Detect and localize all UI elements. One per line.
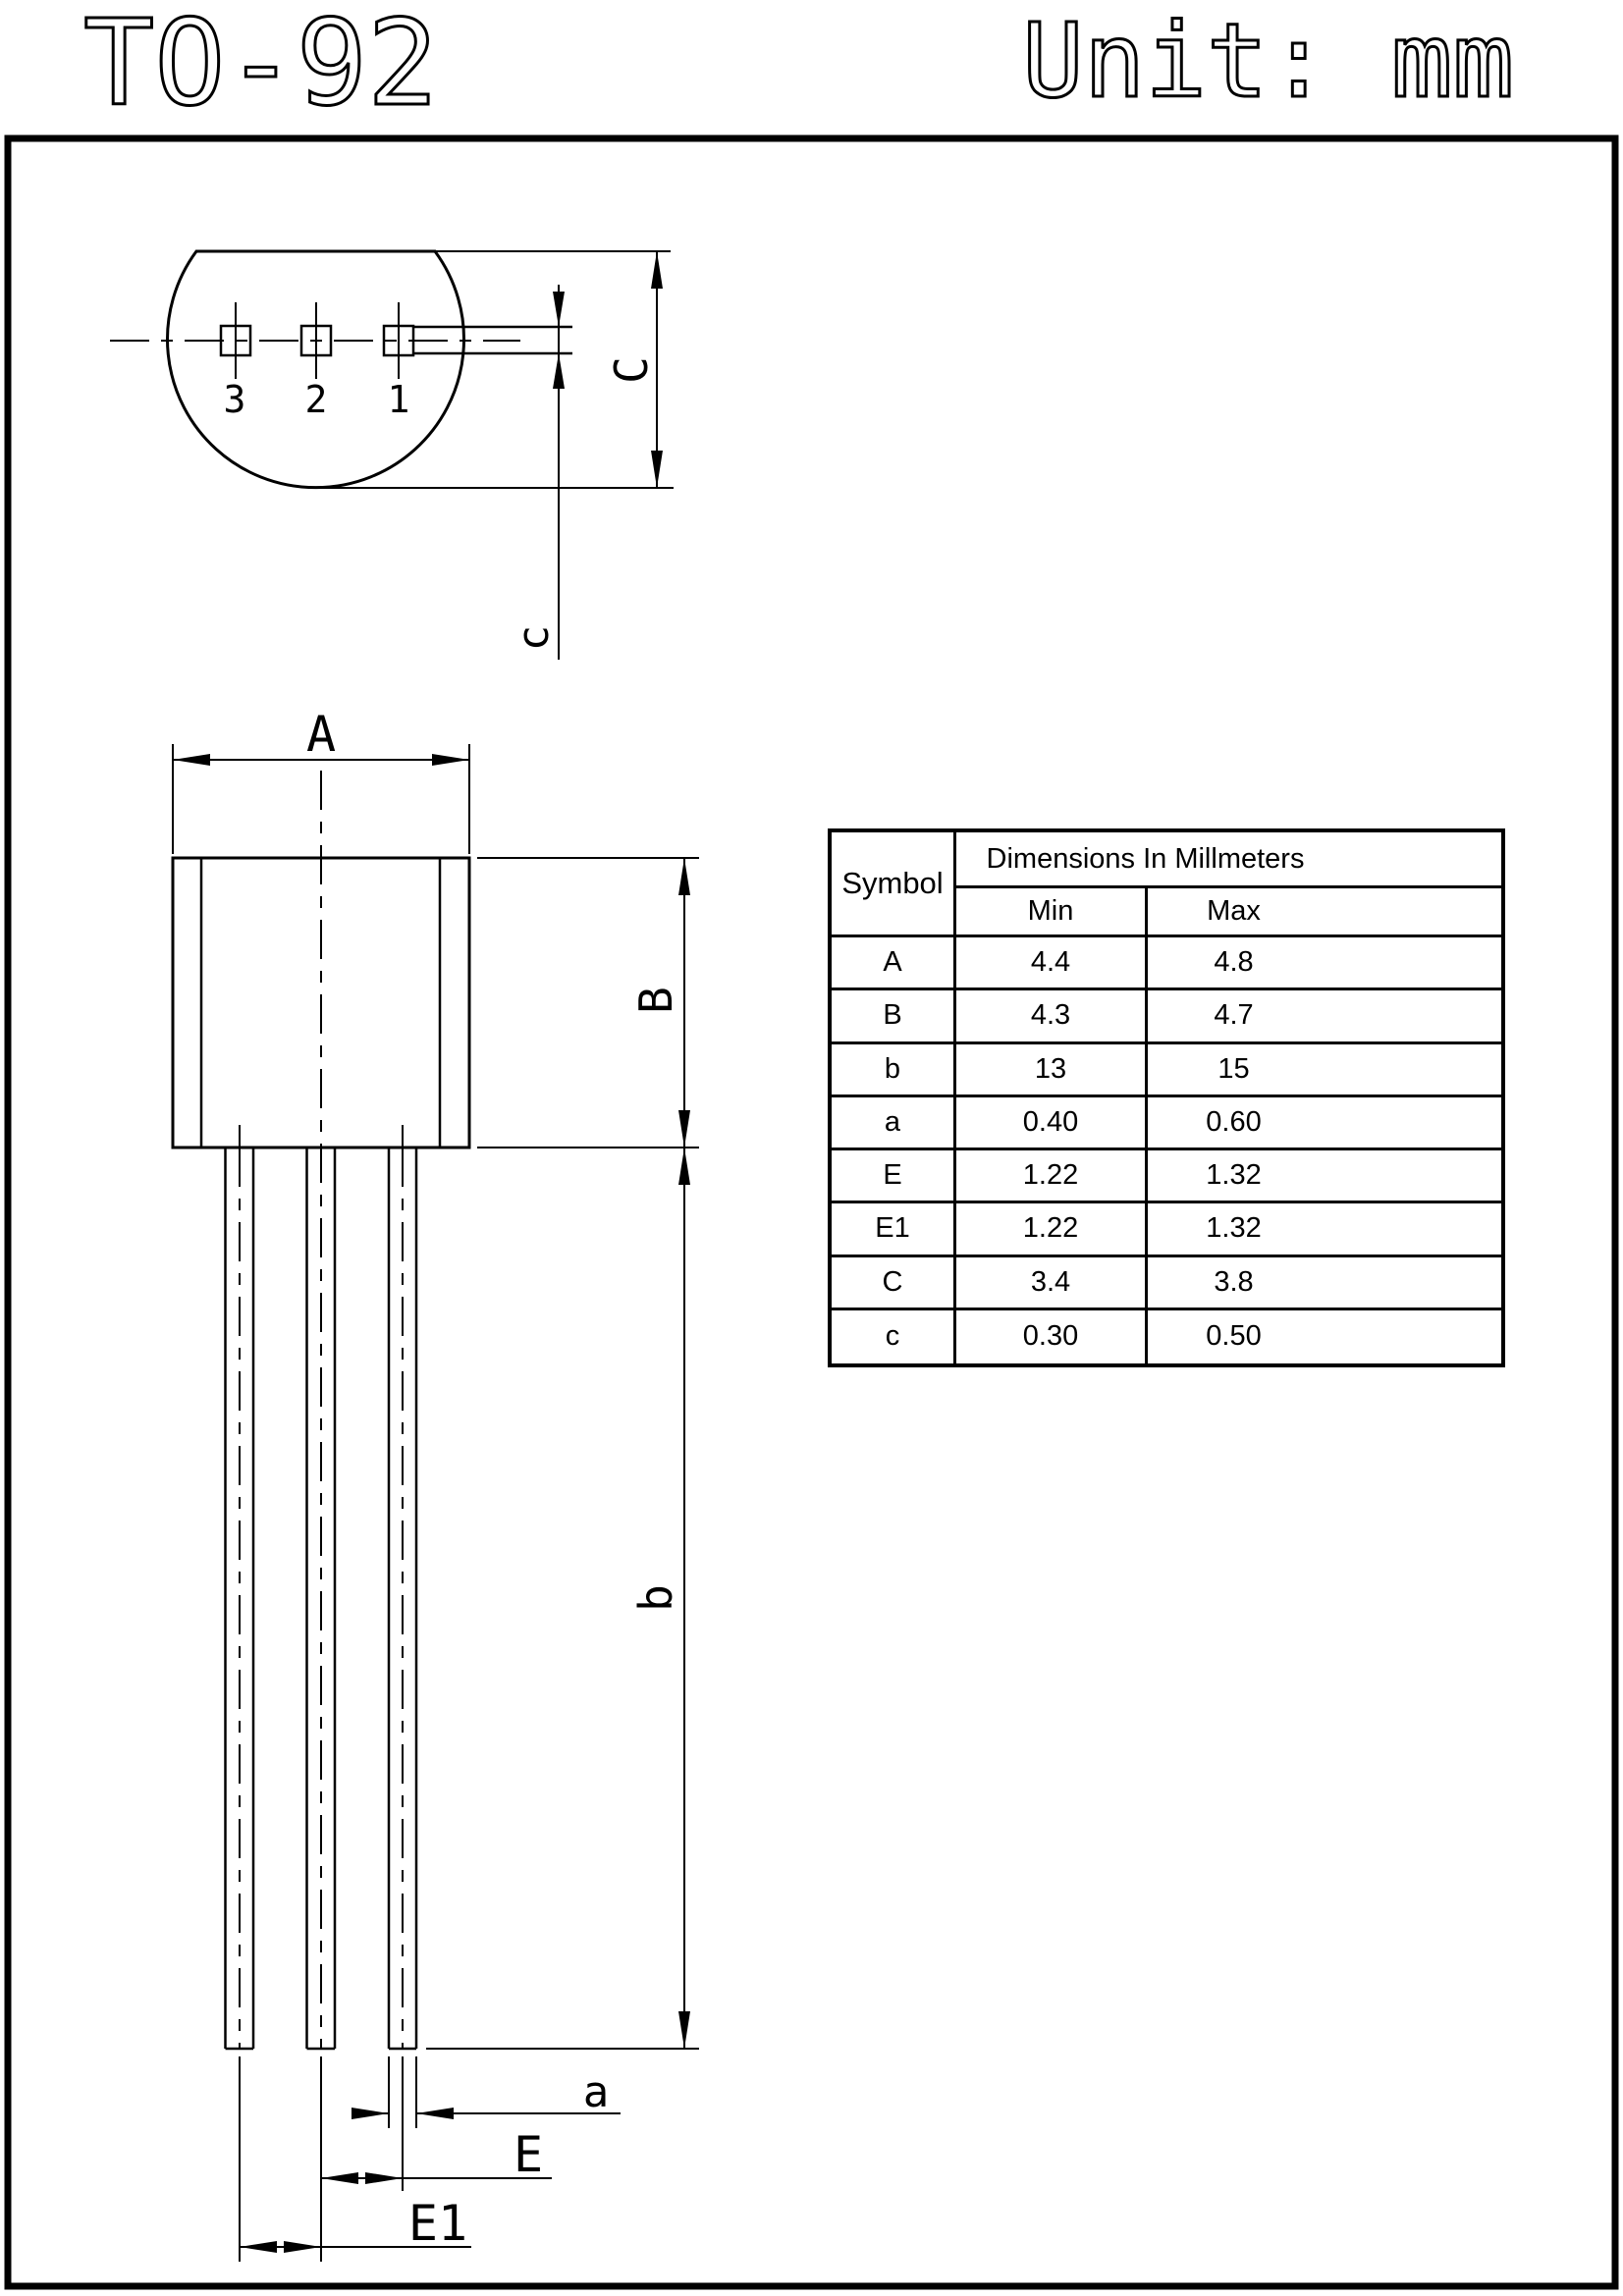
dim-C-arrow-down-icon [651, 451, 663, 488]
pin-1-label: 1 [387, 378, 410, 421]
table-row-max: 15 [1148, 1044, 1501, 1097]
table-row-max: 4.8 [1148, 937, 1501, 990]
dim-E-arrow-right-icon [365, 2172, 403, 2184]
dim-B-arrow-down-icon [678, 1110, 690, 1148]
dim-C-arrow-up-icon [651, 251, 663, 289]
dim-c-label: c [509, 624, 559, 652]
table-row-min: 1.22 [956, 1150, 1148, 1203]
top-view [110, 251, 674, 660]
table-row-max: 3.8 [1148, 1257, 1501, 1310]
table-row-min: 0.30 [956, 1310, 1148, 1363]
table-row-min: 13 [956, 1044, 1148, 1097]
pin-3-label: 3 [223, 378, 246, 421]
dim-C [309, 251, 674, 488]
dim-E1-arrow-right-icon [284, 2241, 321, 2253]
dim-E1 [240, 2195, 471, 2253]
table-row-symbol: a [832, 1097, 956, 1150]
dim-a-arrow-left-icon [416, 2108, 454, 2119]
table-header-min: Min [956, 888, 1148, 937]
dim-b [426, 1148, 699, 2049]
table-row-symbol: C [832, 1257, 956, 1310]
dim-A-arrow-right-icon [432, 754, 469, 766]
table-row-max: 0.50 [1206, 1320, 1262, 1353]
table-row-min: 3.4 [956, 1257, 1148, 1310]
dim-b-label: b [629, 1584, 682, 1612]
table-row-max: 1.32 [1148, 1150, 1501, 1203]
table-row-symbol: c [832, 1310, 956, 1363]
dim-E1-arrow-left-icon [240, 2241, 277, 2253]
dim-A-arrow-left-icon [173, 754, 210, 766]
table-header-max: Max [1148, 888, 1501, 937]
dim-B-label: B [629, 987, 682, 1014]
dim-a [352, 2056, 621, 2128]
page-title: TO-92 [83, 0, 439, 133]
table-row-min: 4.4 [956, 937, 1148, 990]
pin-2-label: 2 [304, 378, 328, 421]
dim-E1-label: E1 [407, 2195, 468, 2252]
table-row-min: 0.40 [956, 1097, 1148, 1150]
table-row-min: 4.3 [956, 990, 1148, 1043]
table-row-symbol: E1 [832, 1203, 956, 1256]
table-header-symbol: Symbol [832, 832, 956, 937]
dim-E [321, 2126, 552, 2184]
dim-a-arrow-right-icon [352, 2108, 389, 2119]
dim-b-arrow-up-icon [678, 1148, 690, 1185]
dim-B [477, 858, 699, 1148]
dim-C-label: C [605, 356, 658, 384]
lead-3 [226, 1148, 254, 2049]
table-row-min: 1.22 [956, 1203, 1148, 1256]
table-row-max: 1.32 [1148, 1203, 1501, 1256]
dim-E-arrow-left-icon [321, 2172, 358, 2184]
dim-c-arrow-down-icon [553, 292, 565, 327]
dim-B-arrow-up-icon [678, 858, 690, 895]
dim-a-label: a [582, 2067, 610, 2117]
table-header-dimensions: Dimensions In Millmeters [956, 832, 1501, 888]
dimensions-table [828, 828, 1505, 1367]
lead-1 [389, 1148, 416, 2049]
table-row-max: 4.7 [1148, 990, 1501, 1043]
unit-label: Unit: mm [1022, 1, 1514, 121]
dim-c-arrow-up-icon [553, 353, 565, 389]
table-row-symbol: E [832, 1150, 956, 1203]
table-row-symbol: b [832, 1044, 956, 1097]
table-row-max: 0.60 [1148, 1097, 1501, 1150]
dim-E-label: E [513, 2126, 544, 2183]
front-view [173, 706, 699, 2262]
pin-2-pad [301, 302, 331, 379]
table-row-symbol: B [832, 990, 956, 1043]
dim-A-label: A [305, 706, 337, 763]
dim-b-arrow-down-icon [678, 2011, 690, 2049]
table-row-symbol: A [832, 937, 956, 990]
